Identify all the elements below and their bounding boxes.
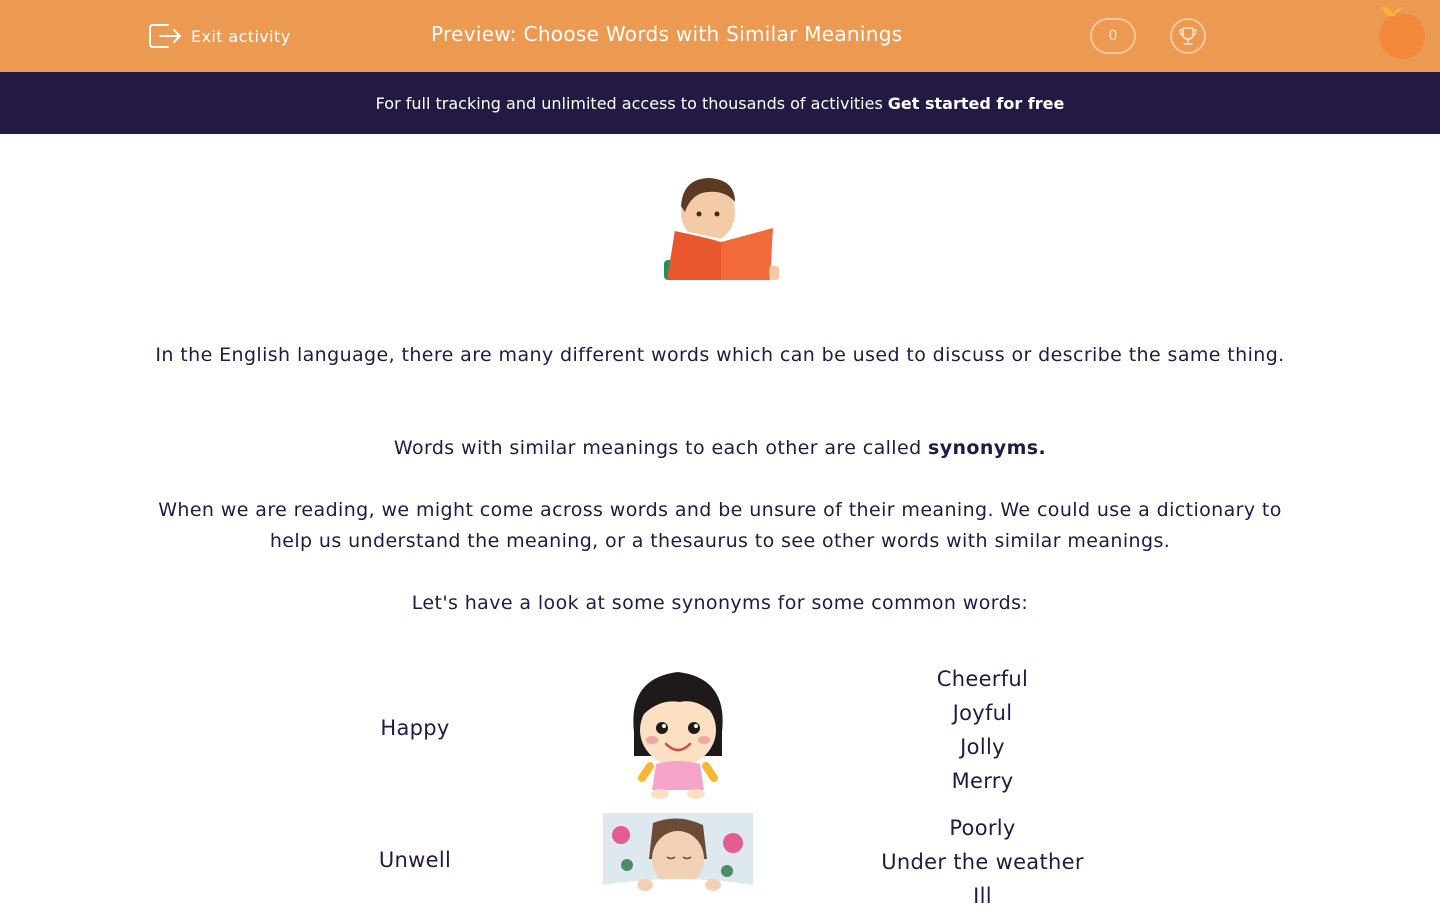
- synonym-item: Under the weather: [881, 850, 1084, 874]
- exit-activity-button[interactable]: [148, 20, 291, 52]
- exit-icon: [148, 21, 182, 51]
- top-bar: [0, 0, 1440, 72]
- synonyms-definition: [150, 433, 1290, 464]
- happy-girl-image: [628, 668, 728, 800]
- unwell-synonyms: [830, 811, 1135, 913]
- trophy-icon: [1177, 25, 1199, 47]
- reading-paragraph: When we are reading, we might come across words and be unsure of their meaning. We could use a dictionary to help us understand the meaning, or a thesaurus to see other words with similar meanings.: [158, 499, 1282, 552]
- happy-synonyms: [830, 662, 1135, 798]
- definition-text: Words with similar meanings to each other are called: [393, 437, 922, 459]
- synonym-item: Joyful: [952, 701, 1013, 725]
- synonym-item: Cheerful: [936, 667, 1029, 691]
- examples-intro: Let's have a look at some synonyms for some common words:: [411, 592, 1029, 614]
- orange-logo: [1372, 4, 1430, 62]
- banner-text: For full tracking and unlimited access to thousands of activities: [375, 93, 883, 113]
- synonym-item: Merry: [951, 769, 1014, 793]
- word-happy: Happy: [380, 716, 450, 740]
- intro-paragraph: In the English language, there are many different words which can be used to discuss or describe the same thing.: [155, 344, 1285, 366]
- synonyms-term: synonyms.: [928, 437, 1047, 459]
- synonym-item: Jolly: [960, 735, 1005, 759]
- signup-banner: [0, 72, 1440, 134]
- synonym-item: Poorly: [949, 816, 1016, 840]
- word-unwell: Unwell: [378, 848, 452, 872]
- sick-child-image: [603, 813, 753, 900]
- page-title: Preview: Choose Words with Similar Meanings: [431, 22, 903, 46]
- boy-reading-book-image: [655, 172, 790, 280]
- trophy-button[interactable]: [1170, 18, 1206, 54]
- score-badge: 0: [1090, 18, 1136, 54]
- synonym-item: Ill: [973, 884, 992, 908]
- get-started-link[interactable]: Get started for free: [887, 93, 1065, 113]
- exit-activity-label: Exit activity: [191, 26, 291, 46]
